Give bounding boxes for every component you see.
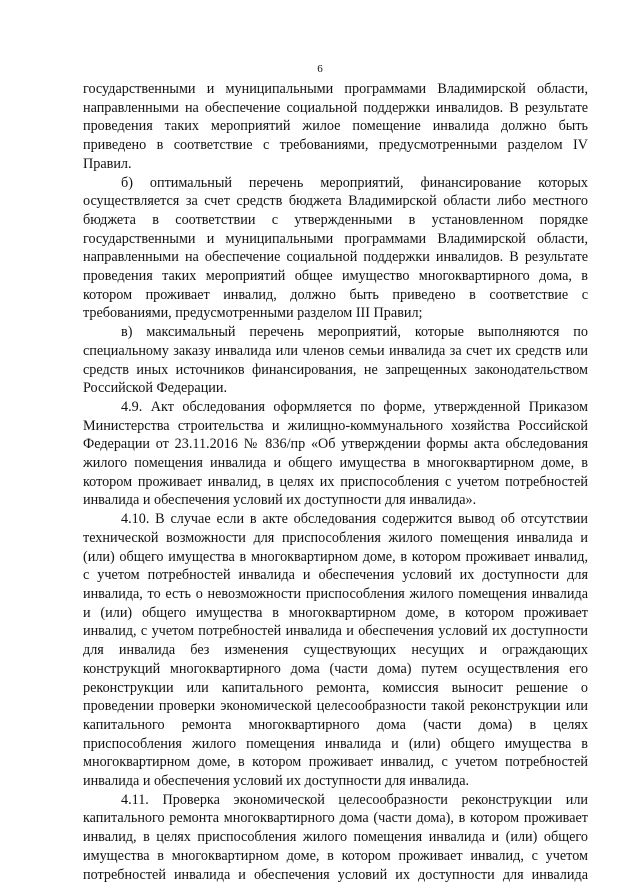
text-line: технической возможности для приспособления жилого помещения инвалида и xyxy=(83,529,588,546)
text-line: Министерства строительства и жилищно-коммунального хозяйства Российской xyxy=(83,417,588,434)
text-line: осуществляется за счет средств бюджета Владимирской области либо местного xyxy=(83,193,588,210)
text-line: б) оптимальный перечень мероприятий, финансирование которых xyxy=(121,174,588,191)
text-line: в) максимальный перечень мероприятий, которые выполняются по xyxy=(121,324,588,341)
text-line: специальному заказу инвалида или членов семьи инвалида за счет их средств или xyxy=(83,342,588,359)
text-line: потребностей инвалида и обеспечения условий их доступности для инвалида xyxy=(83,866,588,883)
text-line: 4.10. В случае если в акте обследования содержится вывод об отсутствии xyxy=(121,511,588,528)
text-line: и (или) общего имущества в многоквартирном доме, в котором проживает xyxy=(83,604,588,621)
text-line: проведения таких мероприятий жилое помещение инвалида должно быть xyxy=(83,118,588,135)
text-line: капитального ремонта многоквартирного дома (части дома) в целях xyxy=(83,716,588,733)
text-line: средств иных источников финансирования, не запрещенных законодательством xyxy=(83,361,588,378)
text-line: 4.11. Проверка экономической целесообразности реконструкции или xyxy=(121,791,588,808)
text-line: бюджета в соответствии с утвержденными в установленном порядке xyxy=(83,211,588,228)
text-line: жилого помещения инвалида и общего имущества в многоквартирном доме, в xyxy=(83,455,588,472)
text-line: инвалида и обеспечения условий их доступности для инвалида». xyxy=(83,492,477,509)
text-line: для инвалида без изменения существующих несущих и ограждающих xyxy=(83,642,588,659)
text-line: с учетом потребностей инвалида и обеспечения условий их доступности для xyxy=(83,567,588,584)
text-line: инвалида, то есть о невозможности приспособления жилого помещения инвалида xyxy=(83,585,588,602)
text-line: многоквартирном доме, в котором проживает инвалид, с учетом потребностей xyxy=(83,754,588,771)
text-line: направленными на обеспечение социальной поддержки инвалидов. В результате xyxy=(83,249,588,266)
text-line: инвалид, с учетом потребностей инвалида и обеспечения условий их доступности xyxy=(83,623,588,640)
text-line: 4.9. Акт обследования оформляется по форме, утвержденной Приказом xyxy=(121,398,588,415)
text-line: инвалид, в целях приспособления жилого помещения инвалида и (или) общего xyxy=(83,829,588,846)
text-line: конструкций многоквартирного дома (части дома) путем осуществления его xyxy=(83,660,588,677)
text-line: Правил. xyxy=(83,155,132,172)
text-line: (или) общего имущества в многоквартирном доме, в котором проживает инвалид, xyxy=(83,548,588,565)
text-line: проведения таких мероприятий общее имущество многоквартирного дома, в xyxy=(83,268,588,285)
text-line: инвалида и обеспечения условий их доступности для инвалида. xyxy=(83,773,470,790)
text-line: Федерации от 23.11.2016 № 836/пр «Об утверждении формы акта обследования xyxy=(83,436,588,453)
document-body xyxy=(83,80,588,884)
text-line: Российской Федерации. xyxy=(83,380,228,397)
text-line: капитального ремонта многоквартирного дома (части дома), в котором проживает xyxy=(83,810,588,827)
text-line: приспособления жилого помещения инвалида и (или) общего имущества в xyxy=(83,735,588,752)
text-line: реконструкции или капитального ремонта, комиссия выносит решение о xyxy=(83,679,588,696)
text-line: государственными и муниципальными программами Владимирской области, xyxy=(83,81,588,97)
text-line: котором проживает инвалид, в целях их приспособления с учетом потребностей xyxy=(83,473,588,490)
text-line: приведено в соответствие с требованиями, предусмотренными разделом IV xyxy=(83,137,588,154)
text-line: имущества в многоквартирном доме, в котором проживает инвалид, с учетом xyxy=(83,847,588,864)
text-line: требованиями, предусмотренными разделом III Правил; xyxy=(83,305,423,322)
text-line: направленными на обеспечение социальной поддержки инвалидов. В результате xyxy=(83,99,588,116)
text-line: проведении проверки экономической целесообразности такой реконструкции или xyxy=(83,698,588,715)
page-number: 6 xyxy=(317,63,323,75)
text-line: котором проживает инвалид, должно быть приведено в соответствие с xyxy=(83,286,588,303)
text-line: государственными и муниципальными программами Владимирской области, xyxy=(83,230,588,247)
